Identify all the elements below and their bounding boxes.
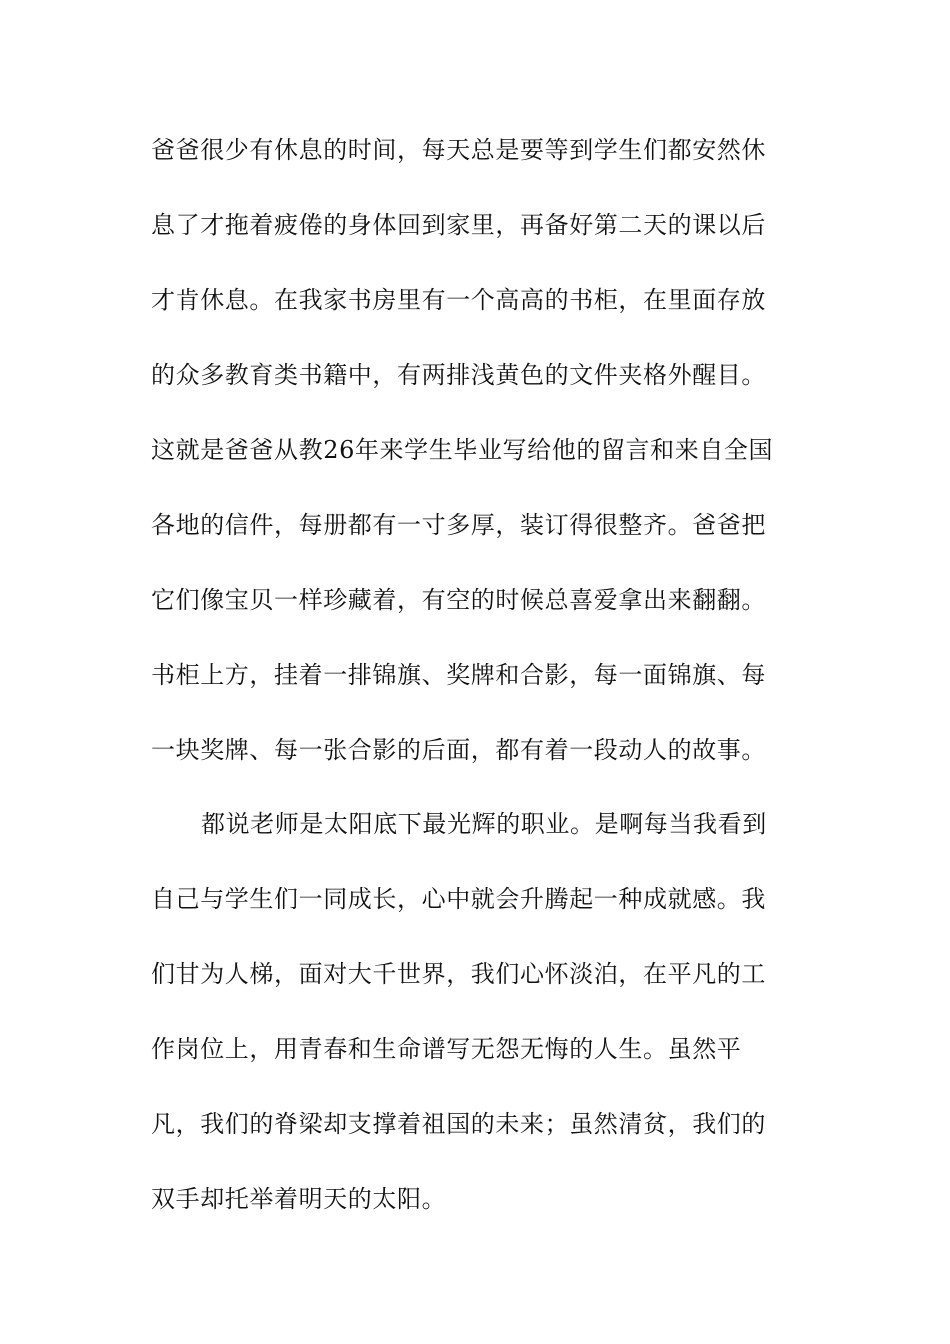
text-line: 各地的信件，每册都有一寸多厚，装订得很整齐。爸爸把 — [151, 511, 766, 539]
text-line: 作岗位上，用青春和生命谱写无怨无悔的人生。虽然平 — [151, 1035, 742, 1063]
text-line: 才肯休息。在我家书房里有一个高高的书柜，在里面存放 — [151, 286, 766, 314]
text-line: 这就是爸爸从教26年来学生毕业写给他的留言和来自全国 — [151, 436, 774, 464]
text-line: 一块奖牌、每一张合影的后面，都有着一段动人的故事。 — [151, 736, 766, 764]
text-line: 们甘为人梯，面对大千世界，我们心怀淡泊，在平凡的工 — [151, 960, 766, 988]
text-line: 爸爸很少有休息的时间，每天总是要等到学生们都安然休 — [151, 136, 766, 164]
text-line: 自己与学生们一同成长，心中就会升腾起一种成就感。我 — [151, 885, 766, 913]
text-line: 息了才拖着疲倦的身体回到家里，再备好第二天的课以后 — [151, 211, 766, 239]
paragraph-first-line: 都说老师是太阳底下最光辉的职业。是啊每当我看到 — [201, 810, 767, 838]
text-line: 书柜上方，挂着一排锦旗、奖牌和合影，每一面锦旗、每 — [151, 661, 766, 689]
text-line: 它们像宝贝一样珍藏着，有空的时候总喜爱拿出来翻翻。 — [151, 586, 766, 614]
text-line: 凡，我们的脊梁却支撑着祖国的未来；虽然清贫，我们的 — [151, 1110, 766, 1138]
text-line: 的众多教育类书籍中，有两排浅黄色的文件夹格外醒目。 — [151, 361, 766, 389]
text-line: 双手却托举着明天的太阳。 — [151, 1185, 447, 1213]
